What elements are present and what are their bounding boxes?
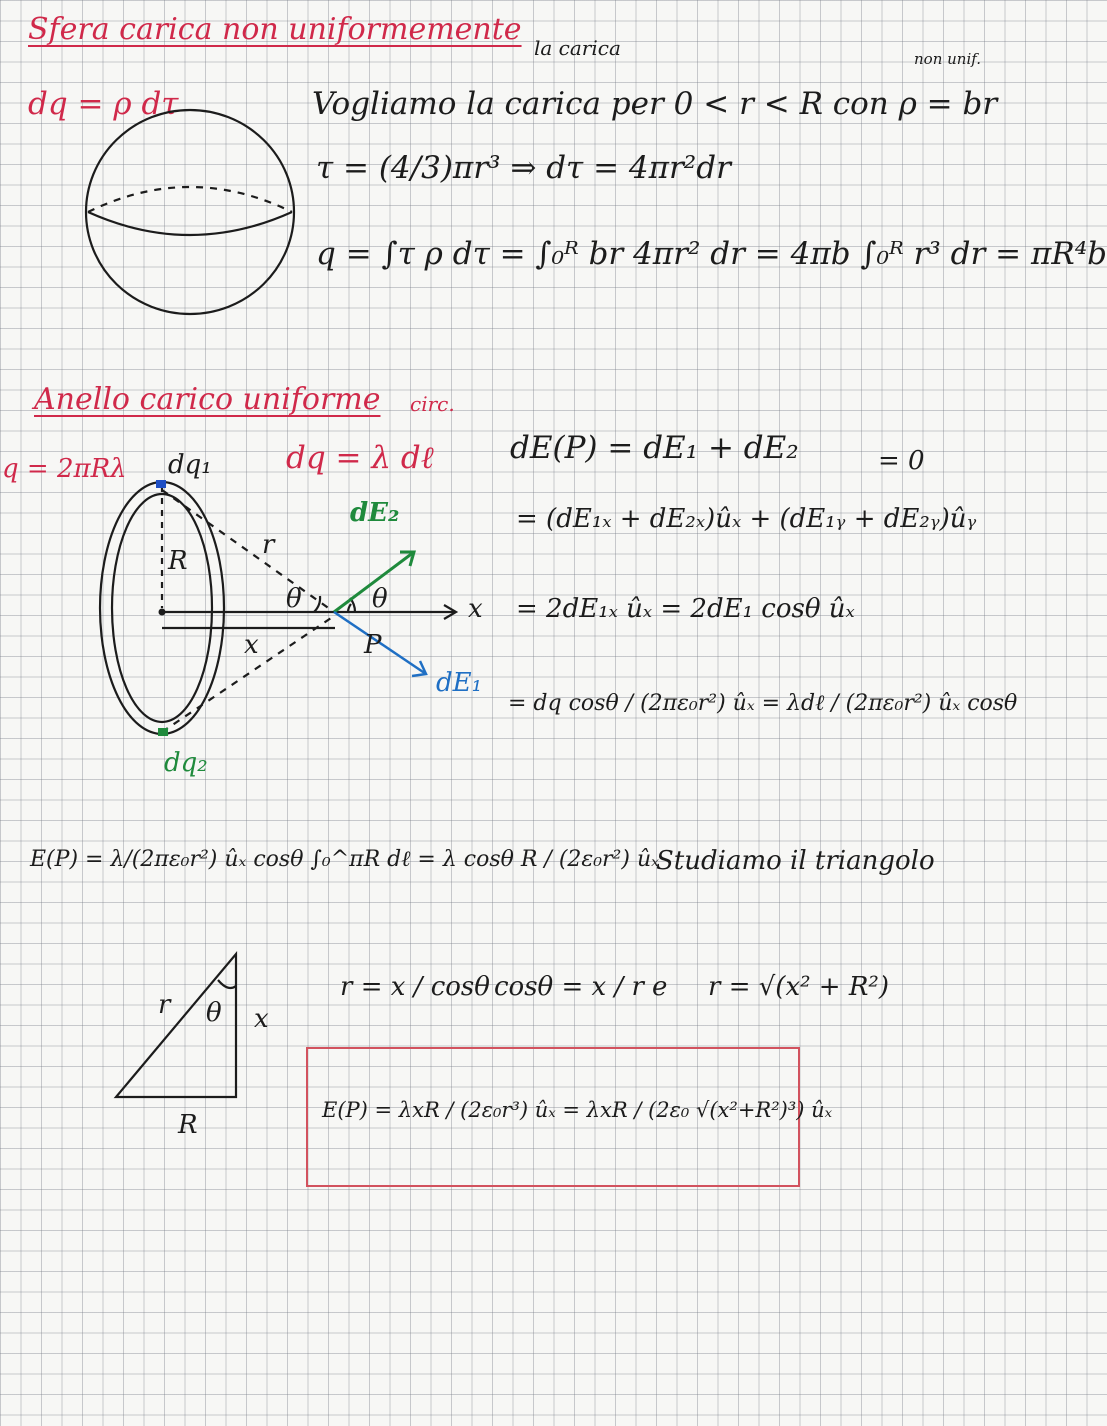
- label-x-axis: x: [468, 594, 483, 624]
- triangle-label-R: R: [178, 1110, 198, 1140]
- label-point-P: P: [364, 630, 382, 660]
- circ-note: circ.: [410, 392, 455, 416]
- label-dE2: dE₂: [350, 498, 400, 528]
- triangle-label-x: x: [254, 1004, 269, 1034]
- relation-r-pythagoras: r = √(x² + R²): [708, 972, 889, 1002]
- label-theta-right: θ: [372, 584, 388, 614]
- boxed-result-equation: E(P) = λxR / (2ε₀r³) ûₓ = λxR / (2ε₀ √(x²+R²)³) ûₓ: [322, 1098, 833, 1122]
- label-R-ring: R: [168, 546, 188, 576]
- charge-integral: q = ∫τ ρ dτ = ∫₀ᴿ br 4πr² dr = 4πb ∫₀ᴿ r³ dr = πR⁴b: [316, 236, 1107, 272]
- label-theta-left: θ: [286, 584, 302, 614]
- ring-center-dot: [159, 609, 166, 616]
- label-x-distance: x: [244, 630, 259, 660]
- side-note: non unif.: [914, 50, 982, 68]
- x-component-equation: = 2dE₁ₓ ûₓ = 2dE₁ cosθ ûₓ: [516, 594, 855, 624]
- relation-r-from-cos: r = x / cosθ: [340, 972, 490, 1002]
- relation-cos-theta: cosθ = x / r: [494, 972, 644, 1002]
- section-title-sphere: Sfera carica non uniformemente: [28, 12, 522, 47]
- label-dq1: dq₁: [168, 450, 212, 480]
- label-r-ring: r: [262, 530, 275, 560]
- ring-charge-definition: q = 2πRλ: [2, 454, 127, 484]
- y-sum-zero-note: = 0: [878, 446, 925, 476]
- volume-equation: τ = (4/3)πr³ ⇒ dτ = 4πr²dr: [316, 150, 731, 186]
- field-integral-equation: E(P) = λ/(2πε₀r²) ûₓ cosθ ∫₀^πR dℓ = λ cosθ R / (2ε₀r²) ûₓ: [30, 847, 659, 872]
- goal-line: Vogliamo la carica per 0 < r < R con ρ = br: [312, 86, 998, 122]
- section-title-ring: Anello carico uniforme: [34, 382, 381, 417]
- dE1-expression: = dq cosθ / (2πε₀r²) ûₓ = λdℓ / (2πε₀r²) ûₓ cosθ: [508, 691, 1018, 716]
- insert-note: la carica: [534, 36, 621, 60]
- triangle-study-note: Studiamo il triangolo: [656, 846, 935, 876]
- triangle-label-theta: θ: [206, 998, 222, 1028]
- dq2-marker: [158, 728, 168, 736]
- ring-drawing: [100, 482, 456, 734]
- component-equation: = (dE₁ₓ + dE₂ₓ)ûₓ + (dE₁ᵧ + dE₂ᵧ)ûᵧ: [516, 504, 977, 534]
- field-sum-equation: dE(P) = dE₁ + dE₂: [510, 430, 799, 466]
- label-dq2: dq₂: [164, 748, 208, 778]
- relation-connector: e: [652, 972, 668, 1002]
- dq-definition-ring: dq = λ dℓ: [286, 440, 434, 476]
- triangle-label-r: r: [158, 990, 171, 1020]
- sphere-drawing: [86, 110, 294, 314]
- dq1-marker: [156, 480, 166, 488]
- dq-definition-sphere: dq = ρ dτ: [28, 86, 179, 122]
- label-dE1: dE₁: [436, 668, 483, 698]
